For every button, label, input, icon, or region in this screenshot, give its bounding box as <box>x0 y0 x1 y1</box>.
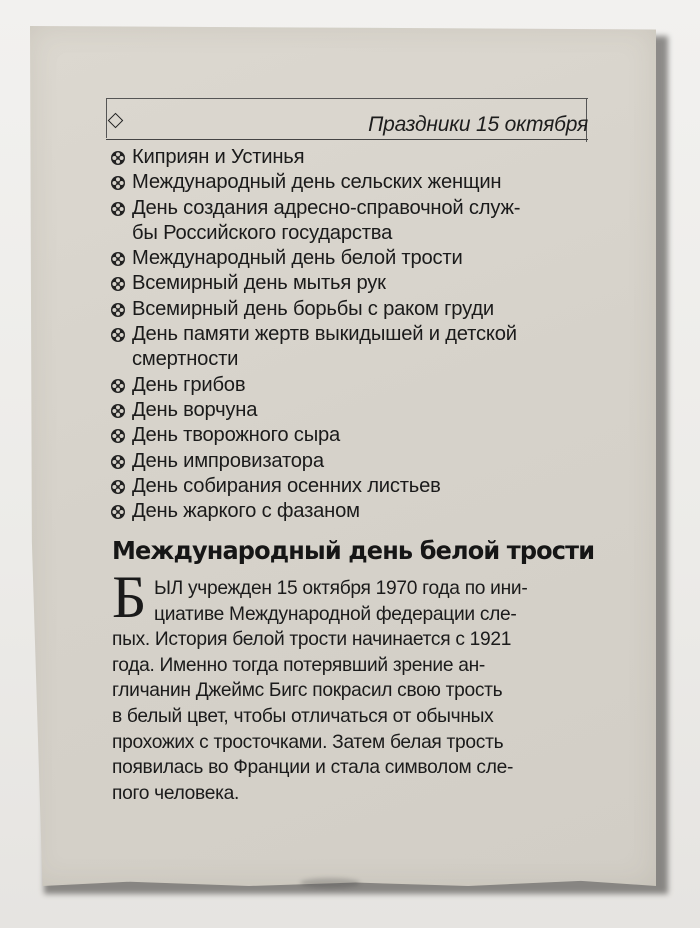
flower-bullet-icon <box>110 226 126 242</box>
holiday-text: смертности <box>132 348 239 371</box>
holiday-item <box>110 474 600 499</box>
holiday-list <box>110 145 600 524</box>
article-line: гличанин Джеймс Бигс покрасил свою трость <box>112 680 503 702</box>
holiday-text: Киприян и Устинья <box>132 146 305 168</box>
holiday-item <box>110 398 600 423</box>
flower-bullet-icon <box>110 428 126 444</box>
holiday-text: День создания адресно-справочной служ- <box>132 196 521 219</box>
article-line: пого человека. <box>112 782 240 804</box>
flower-bullet-icon <box>110 276 126 292</box>
paper-stain <box>300 878 360 888</box>
article-line: ЫЛ учрежден 15 октября 1970 года по ини- <box>154 578 528 599</box>
header-divider <box>106 139 588 140</box>
holiday-item <box>110 145 600 170</box>
flower-bullet-icon <box>110 201 126 217</box>
article-line: года. Именно тогда потерявший зрение ан- <box>112 654 485 676</box>
flower-bullet-icon <box>110 454 126 470</box>
holiday-item <box>110 196 600 221</box>
article-line: пых. История белой трости начинается с 1921 <box>112 629 512 651</box>
holiday-item <box>110 271 600 296</box>
holiday-text: День жаркого с фазаном <box>132 500 360 523</box>
article-line: циативе Международной федерации сле- <box>154 603 517 625</box>
article-line: в белый цвет, чтобы отличаться от обычных <box>112 705 494 727</box>
holiday-item <box>110 373 600 398</box>
article-body <box>112 576 592 806</box>
holiday-item <box>110 499 600 524</box>
flower-bullet-icon <box>110 403 126 419</box>
holiday-item <box>110 170 600 195</box>
holiday-item <box>110 297 600 322</box>
flower-bullet-icon <box>110 479 126 495</box>
flower-bullet-icon <box>110 251 126 267</box>
article-line: прохожих с тросточками. Затем белая трость <box>112 731 504 753</box>
article-line: появилась во Франции и стала символом сле- <box>112 757 514 779</box>
holiday-item <box>110 246 600 271</box>
holiday-text: День ворчуна <box>132 398 258 421</box>
holiday-item <box>110 322 600 347</box>
flower-bullet-icon <box>110 150 126 166</box>
holiday-text: Всемирный день борьбы с раком груди <box>132 297 494 320</box>
article-dropcap: Б <box>112 564 147 630</box>
holiday-item <box>110 449 600 474</box>
flower-bullet-icon <box>110 352 126 368</box>
flower-bullet-icon <box>110 327 126 343</box>
holiday-text: День импровизатора <box>132 449 324 472</box>
holiday-item <box>110 221 600 246</box>
holiday-text: бы Российского государства <box>132 221 393 244</box>
holiday-item <box>110 423 600 448</box>
holiday-text: День собирания осенних листьев <box>132 474 441 497</box>
flower-bullet-icon <box>110 504 126 520</box>
holiday-text: День грибов <box>132 373 246 396</box>
holiday-text: Международный день сельских женщин <box>132 171 502 194</box>
holiday-text: День творожного сыра <box>132 424 341 447</box>
flower-bullet-icon <box>110 302 126 318</box>
header-frame-left <box>106 98 107 138</box>
holiday-item <box>110 347 600 372</box>
holiday-text: Международный день белой трости <box>132 247 463 270</box>
header-frame-top <box>106 98 588 99</box>
flower-bullet-icon <box>110 175 126 191</box>
article-title: Международный день белой трости <box>112 536 595 565</box>
flower-bullet-icon <box>110 378 126 394</box>
section-title: Праздники 15 октября <box>368 113 588 136</box>
holiday-text: Всемирный день мытья рук <box>132 272 386 295</box>
holiday-text: День памяти жертв выкидышей и детской <box>132 323 517 346</box>
